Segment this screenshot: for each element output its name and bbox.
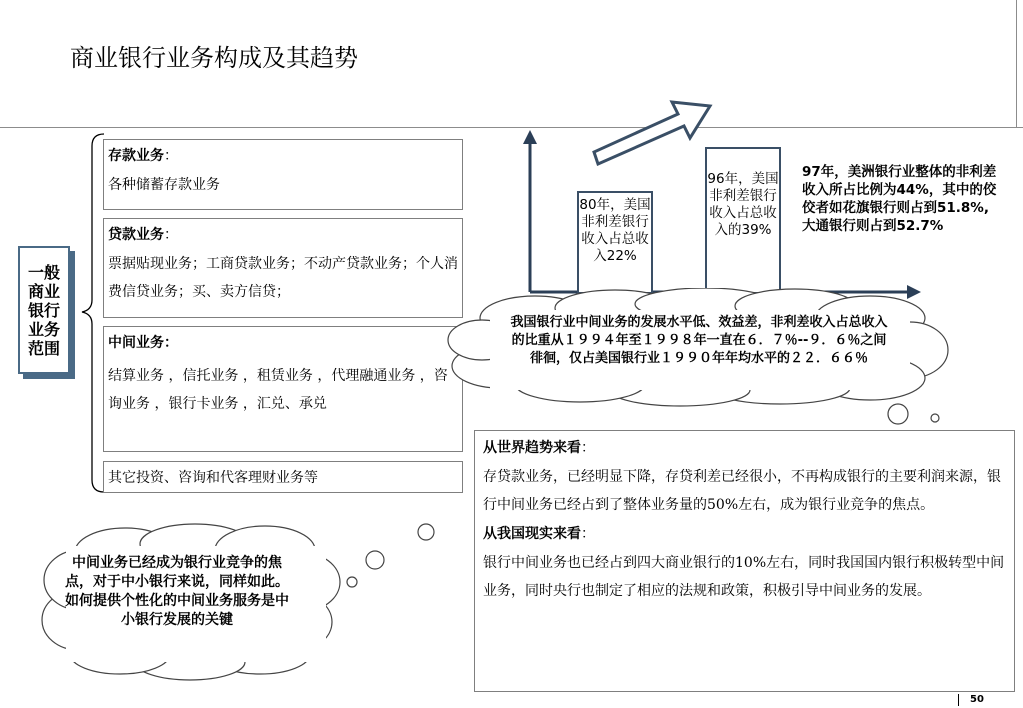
other-business-box xyxy=(103,461,463,493)
trend-up-arrow-icon xyxy=(592,100,722,180)
bar-1980 xyxy=(577,191,653,294)
scope-label: 一般商业银行业务范围 xyxy=(27,262,60,358)
bar-1980-label: 80年，美国非利差银行收入占总收入22% xyxy=(579,197,651,264)
china-trend-body: 银行中间业务也已经占到四大商业银行的10%左右，同时我国国内银行积极转型中间业务，同时央行也制定了相应的法规和政策，积极引导中间业务的发展。 xyxy=(483,555,1005,599)
page-title: 商业银行业务构成及其趋势 xyxy=(70,44,358,72)
loan-head: 贷款业务 xyxy=(108,227,164,243)
world-trend-colon: ： xyxy=(581,440,595,456)
deposit-business-box xyxy=(103,139,463,210)
page-number: 50 xyxy=(970,694,984,705)
deposit-colon: ： xyxy=(164,148,178,164)
world-trend-head: 从世界趋势来看 xyxy=(483,440,581,456)
bar-1996-label: 96年，美国非利差银行收入占总收入的39% xyxy=(707,171,779,238)
note-1997: 97年，美洲银行业整体的非利差收入所占比例为44%，其中的佼佼者如花旗银行则占到51.8%,大通银行则占到52.7% xyxy=(802,164,997,234)
deposit-body: 各种储蓄存款业务 xyxy=(108,177,220,193)
middle-head: 中间业务： xyxy=(108,335,178,351)
loan-business-box xyxy=(103,218,463,318)
loan-colon: ： xyxy=(164,227,178,243)
trend-box xyxy=(474,430,1015,692)
middle-body: 结算业务 ，信托业务 ，租赁业务 ，代理融通业务 ，咨询业务 ，银行卡业务 ，汇兑、承兑 xyxy=(108,368,448,412)
loan-body: 票据贴现业务；工商贷款业务；不动产贷款业务；个人消费信贷业务；买、卖方信贷； xyxy=(108,256,458,300)
cloud-bottom-text: 中间业务已经成为银行业竞争的焦点，对于中小银行来说，同样如此。如何提供个性化的中间业务服务是中小银行发展的关键 xyxy=(65,555,289,628)
other-body: 其它投资、咨询和代客理财业务等 xyxy=(108,470,318,486)
scope-label-box xyxy=(18,246,70,374)
page-number-divider xyxy=(958,694,959,706)
china-trend-colon: ： xyxy=(581,526,595,542)
deposit-head: 存款业务 xyxy=(108,148,164,164)
world-trend-body: 存贷款业务，已经明显下降，存贷利差已经很小，不再构成银行的主要利润来源，银行中间业务已经占到了整体业务量的50%左右，成为银行业竞争的焦点。 xyxy=(483,469,1001,513)
middle-business-box xyxy=(103,326,463,452)
cloud-top-text: 我国银行业中间业务的发展水平低、效益差，非利差收入占总收入的比重从１９９４年至１９９８年一直在６．７％--９．６％之间徘徊，仅占美国银行业１９９０年年均水平的２２．６６％ xyxy=(510,315,888,366)
title-side-rule xyxy=(1016,0,1017,127)
china-trend-head: 从我国现实来看 xyxy=(483,526,581,542)
